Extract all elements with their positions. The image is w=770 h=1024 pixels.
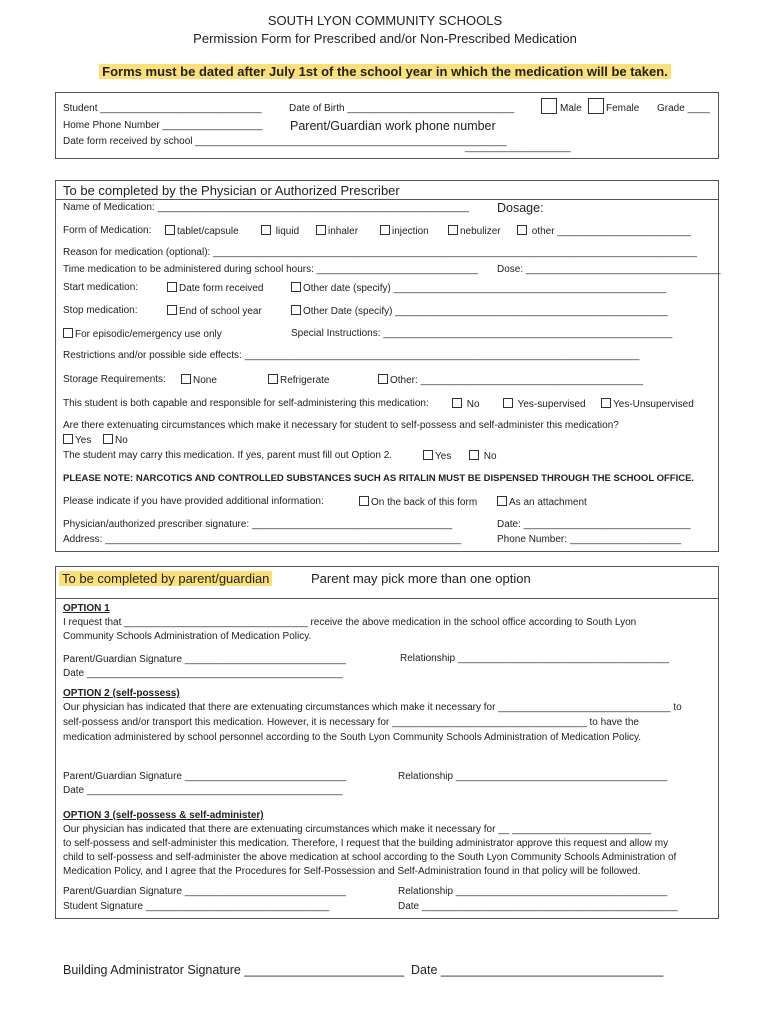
option3-signature[interactable]: Parent/Guardian Signature _____________________________ <box>63 886 347 897</box>
extenuating-no[interactable]: No <box>103 434 128 446</box>
extenuating-yes[interactable]: Yes <box>63 434 91 446</box>
checkbox-icon[interactable] <box>291 282 301 292</box>
date-received-line2: ___________________ <box>465 142 571 153</box>
option3-title: OPTION 3 (self-possess & self-administer) <box>63 810 264 821</box>
option3-text-4: Medication Policy, and I agree that the Procedures for Self-Possession and Self-Administration found in that policy will be followed. <box>63 866 641 877</box>
physician-divider <box>56 199 718 200</box>
checkbox-icon[interactable] <box>181 374 191 384</box>
form-of-medication-label: Form of Medication: <box>63 225 152 236</box>
storage-other[interactable]: Other: ________________________________________ <box>378 374 643 386</box>
checkbox-icon[interactable] <box>291 305 301 315</box>
option1-text-2: Community Schools Administration of Medication Policy. <box>63 631 312 642</box>
checkbox-icon[interactable] <box>167 305 177 315</box>
checkbox-icon[interactable] <box>517 225 527 235</box>
dosage-label: Dosage: <box>497 201 544 215</box>
checkbox-icon[interactable] <box>316 225 326 235</box>
start-other-date[interactable]: Other date (specify) _________________________________________________ <box>291 282 666 294</box>
checkbox-icon[interactable] <box>378 374 388 384</box>
date-received-field[interactable]: Date form received by school ________________________________________________________ <box>63 136 507 147</box>
female-checkbox[interactable] <box>588 98 604 114</box>
time-administered-field[interactable]: Time medication to be administered during school hours: _____________________________ <box>63 264 478 275</box>
reason-field[interactable]: Reason for medication (optional): _______________________________________________________________________________________ <box>63 247 697 258</box>
self-admin-yes-unsupervised[interactable]: Yes-Unsupervised <box>601 398 694 410</box>
option3-relationship[interactable]: Relationship ______________________________________ <box>398 886 668 897</box>
male-label: Male <box>560 103 582 114</box>
restrictions-field[interactable]: Restrictions and/or possible side effects: _______________________________________________________________________ <box>63 350 640 361</box>
checkbox-icon[interactable] <box>63 328 73 338</box>
form-nebulizer[interactable]: nebulizer <box>448 225 501 237</box>
admin-date[interactable]: Date ________________________________ <box>411 963 664 977</box>
option1-text-1: I request that _________________________________ receive the above medication in the school office according to South Lyon <box>63 617 637 628</box>
checkbox-icon[interactable] <box>497 496 507 506</box>
option3-date[interactable]: Date ______________________________________________ <box>398 901 678 912</box>
prescriber-address-field[interactable]: Address: ________________________________________________________________ <box>63 534 462 545</box>
checkbox-icon[interactable] <box>380 225 390 235</box>
additional-info-label: Please indicate if you have provided additional information: <box>63 496 324 507</box>
stop-medication-label: Stop medication: <box>63 305 138 316</box>
carry-no[interactable]: No <box>469 450 497 462</box>
checkbox-icon[interactable] <box>359 496 369 506</box>
carry-question: The student may carry this medication. If yes, parent must fill out Option 2. <box>63 450 393 461</box>
checkbox-icon[interactable] <box>452 398 462 408</box>
narcotics-note: PLEASE NOTE: NARCOTICS AND CONTROLLED SUBSTANCES SUCH AS RITALIN MUST BE DISPENSED THROUGH THE SCHOOL OFFICE. <box>63 473 695 484</box>
prescriber-phone-field[interactable]: Phone Number: ____________________ <box>497 534 682 545</box>
storage-refrigerate[interactable]: Refrigerate <box>268 374 329 386</box>
addl-attachment[interactable]: As an attachment <box>497 496 587 508</box>
student-signature[interactable]: Student Signature _________________________________ <box>63 901 330 912</box>
prescriber-date-field[interactable]: Date: ______________________________ <box>497 519 691 530</box>
parent-section-title: To be completed by parent/guardian <box>59 571 272 586</box>
stop-end-of-year[interactable]: End of school year <box>167 305 262 317</box>
checkbox-icon[interactable] <box>503 398 513 408</box>
self-admin-no[interactable]: No <box>452 398 480 410</box>
self-administer-question: This student is both capable and responsible for self-administering this medication: <box>63 398 429 409</box>
dob-field[interactable]: Date of Birth ______________________________ <box>289 103 515 114</box>
form-inhaler[interactable]: inhaler <box>316 225 358 237</box>
start-date-received[interactable]: Date form received <box>167 282 263 294</box>
parent-section-subtitle: Parent may pick more than one option <box>311 571 531 586</box>
option2-date[interactable]: Date ______________________________________________ <box>63 785 343 796</box>
medication-name-field[interactable]: Name of Medication: ________________________________________________________ <box>63 202 469 213</box>
option2-text-3: medication administered by school personnel according to the South Lyon Community Schools Administration of Medication Policy. <box>63 732 642 743</box>
student-name-field[interactable]: Student _____________________________ <box>63 103 262 114</box>
grade-field[interactable]: Grade ____ <box>657 103 710 114</box>
form-injection[interactable]: injection <box>380 225 429 237</box>
form-liquid[interactable]: liquid <box>261 225 299 237</box>
checkbox-icon[interactable] <box>601 398 611 408</box>
option2-text-2: self-possess and/or transport this medication. However, it is necessary for ___________________________________ to have the <box>63 717 639 728</box>
checkbox-icon[interactable] <box>261 225 271 235</box>
episodic-use[interactable]: For episodic/emergency use only <box>63 328 222 340</box>
work-phone-label: Parent/Guardian work phone number <box>290 119 496 133</box>
option2-title: OPTION 2 (self-possess) <box>63 688 180 699</box>
addl-back-of-form[interactable]: On the back of this form <box>359 496 477 508</box>
start-medication-label: Start medication: <box>63 282 139 293</box>
dose-field[interactable]: Dose: ___________________________________ <box>497 264 721 275</box>
date-notice: Forms must be dated after July 1st of the school year in which the medication will be taken. <box>0 64 770 79</box>
option2-relationship[interactable]: Relationship ______________________________________ <box>398 771 668 782</box>
parent-divider <box>56 598 718 599</box>
home-phone-field[interactable]: Home Phone Number __________________ <box>63 120 263 131</box>
self-admin-yes-supervised[interactable]: Yes-supervised <box>503 398 586 410</box>
female-label: Female <box>606 103 640 114</box>
stop-other-date[interactable]: Other Date (specify) _________________________________________________ <box>291 305 668 317</box>
physician-title: To be completed by the Physician or Authorized Prescriber <box>63 183 400 198</box>
prescriber-signature-field[interactable]: Physician/authorized prescriber signature: ____________________________________ <box>63 519 453 530</box>
option3-text-1: Our physician has indicated that there are extenuating circumstances which make it necessary for __ _________________________ <box>63 824 652 835</box>
option2-text-1: Our physician has indicated that there are extenuating circumstances which make it necessary for _______________________________ to <box>63 702 682 713</box>
option1-relationship[interactable]: Relationship ______________________________________ <box>400 653 670 664</box>
option3-text-2: to self-possess and self-administer this medication. Therefore, I request that the building administrator approve this request and allow my <box>63 838 669 849</box>
option1-signature[interactable]: Parent/Guardian Signature _____________________________ <box>63 654 347 665</box>
form-tablet[interactable]: tablet/capsule <box>165 225 239 237</box>
checkbox-icon[interactable] <box>448 225 458 235</box>
storage-none[interactable]: None <box>181 374 217 386</box>
checkbox-icon[interactable] <box>103 434 113 444</box>
male-checkbox[interactable] <box>541 98 557 114</box>
admin-signature[interactable]: Building Administrator Signature _______________________ <box>63 963 405 977</box>
option2-signature[interactable]: Parent/Guardian Signature _____________________________ <box>63 771 347 782</box>
extenuating-question: Are there extenuating circumstances which make it necessary for student to self-possess and self-administer this medication? <box>63 420 619 431</box>
option1-date[interactable]: Date ______________________________________________ <box>63 668 343 679</box>
form-other[interactable]: other ________________________ <box>517 225 691 237</box>
checkbox-icon[interactable] <box>165 225 175 235</box>
checkbox-icon[interactable] <box>167 282 177 292</box>
form-title: Permission Form for Prescribed and/or Non-Prescribed Medication <box>193 31 577 46</box>
carry-yes[interactable]: Yes <box>423 450 451 462</box>
option3-text-3: child to self-possess and self-administer the above medication at school according to the South Lyon Community Schools Administration of <box>63 852 677 863</box>
storage-label: Storage Requirements: <box>63 374 166 385</box>
school-name: SOUTH LYON COMMUNITY SCHOOLS <box>267 13 503 28</box>
checkbox-icon[interactable] <box>469 450 479 460</box>
checkbox-icon[interactable] <box>268 374 278 384</box>
checkbox-icon[interactable] <box>63 434 73 444</box>
checkbox-icon[interactable] <box>423 450 433 460</box>
special-instructions-field[interactable]: Special Instructions: ____________________________________________________ <box>291 328 673 339</box>
option1-title: OPTION 1 <box>63 603 110 614</box>
